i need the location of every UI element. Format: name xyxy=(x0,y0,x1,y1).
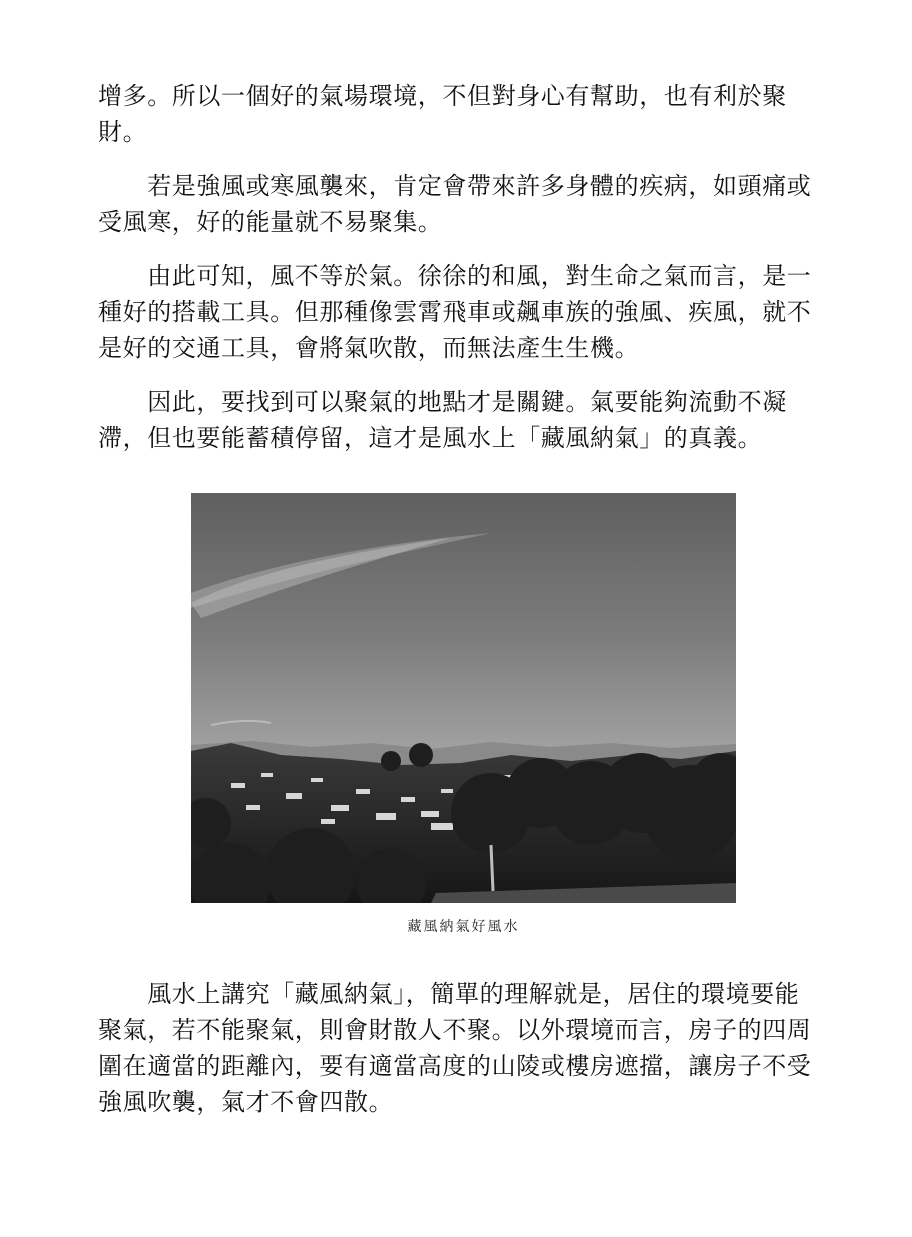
photo-caption: 藏風納氣好風水 xyxy=(407,919,520,935)
paragraph-line: 是好的交通工具，會將氣吹散，而無法產生生機。 xyxy=(98,334,640,362)
paragraph-5 xyxy=(98,976,828,1120)
paragraph-3 xyxy=(98,258,828,366)
paragraph-line: 強風吹襲，氣才不會四散。 xyxy=(98,1088,394,1116)
paragraph-2 xyxy=(98,168,828,240)
landscape-photo xyxy=(191,493,736,903)
paragraph-line: 種好的搭載工具。但那種像雲霄飛車或飆車族的強風、疾風，就不 xyxy=(98,298,812,326)
paragraph-4 xyxy=(98,384,828,456)
paragraph-line: 圍在適當的距離內，要有適當高度的山陵或樓房遮擋，讓房子不受 xyxy=(98,1052,812,1080)
paragraph-line: 由此可知，風不等於氣。徐徐的和風，對生命之氣而言，是一 xyxy=(98,262,812,290)
paragraph-line: 財。 xyxy=(98,118,148,146)
paragraph-line: 因此，要找到可以聚氣的地點才是關鍵。氣要能夠流動不凝 xyxy=(98,388,787,416)
paragraph-line: 受風寒，好的能量就不易聚集。 xyxy=(98,208,443,236)
paragraph-line: 滯，但也要能蓄積停留，這才是風水上「藏風納氣」的真義。 xyxy=(98,424,763,452)
paragraph-line: 聚氣，若不能聚氣，則會財散人不聚。以外環境而言，房子的四周 xyxy=(98,1016,812,1044)
paragraph-1 xyxy=(98,78,828,150)
paragraph-line: 若是強風或寒風襲來，肯定會帶來許多身體的疾病，如頭痛或 xyxy=(98,172,812,200)
paragraph-line: 增多。所以一個好的氣場環境，不但對身心有幫助，也有利於聚 xyxy=(98,82,787,110)
paragraph-line: 風水上講究「藏風納氣」，簡單的理解就是，居住的環境要能 xyxy=(98,980,800,1008)
